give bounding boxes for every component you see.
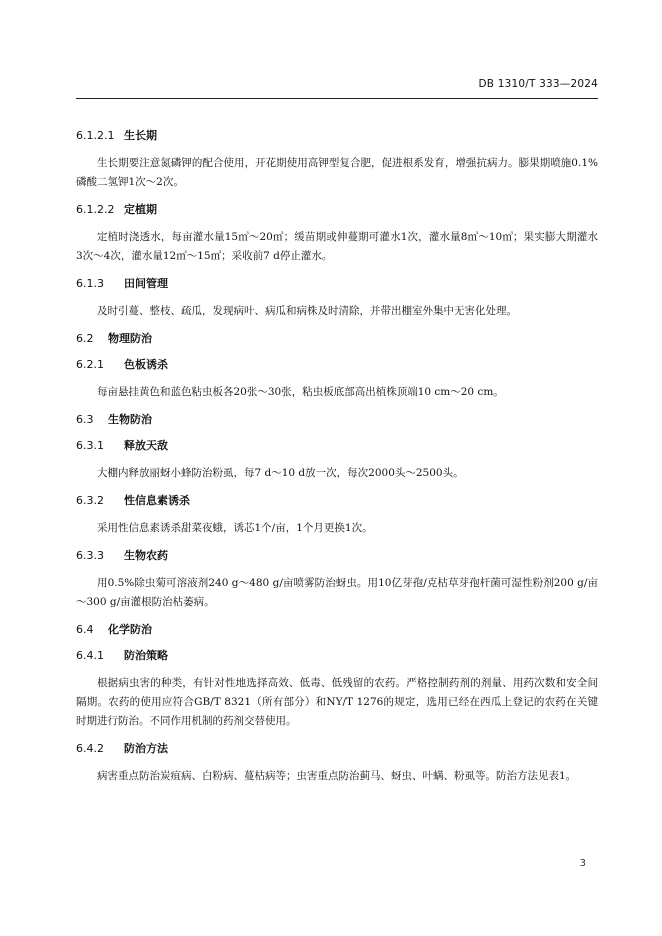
heading-6-4-2: 6.4.2 防治方法 xyxy=(76,742,168,755)
para-field-management: 及时引蔓、整枝、疏瓜，发现病叶、病瓜和病株及时清除，并带出棚室外集中无害化处理。 xyxy=(97,305,517,317)
heading-6-3: 6.3 生物防治 xyxy=(76,413,152,426)
heading-6-1-2-1: 6.1.2.1 生长期 xyxy=(76,129,157,142)
heading-6-3-1: 6.3.1 释放天敌 xyxy=(76,439,168,452)
heading-6-2: 6.2 物理防治 xyxy=(76,332,152,345)
heading-6-1-2-2: 6.1.2.2 定植期 xyxy=(76,203,157,216)
heading-6-4: 6.4 化学防治 xyxy=(76,623,152,636)
document-id: DB 1310/T 333—2024 xyxy=(478,78,598,90)
document-body xyxy=(76,128,598,796)
para-control-strategy: 根据病虫害的种类，有针对性地选择高效、低毒、低残留的农药。严格控制药剂的剂量、用药次数和安全间隔期。农药的使用应符合GB/T 8321（所有部分）和NY/T 1276的规定，选用已经在西瓜上登记的农药在关键时期进行防治。不同作用机制的药剂交替使用。 xyxy=(76,677,598,727)
para-natural-enemies: 大棚内释放丽蚜小蜂防治粉虱，每7 d～10 d放一次，每次2000头～2500头。 xyxy=(97,467,464,479)
para-color-board: 每亩悬挂黄色和蓝色粘虫板各20张～30张，粘虫板底部高出植株顶端10 cm～20 cm。 xyxy=(97,386,504,398)
para-control-methods: 病害重点防治炭疽病、白粉病、蔓枯病等；虫害重点防治蓟马、蚜虫、叶螨、粉虱等。防治方法见表1。 xyxy=(97,770,577,782)
para-planting-period: 定植时浇透水，每亩灌水量15㎥～20㎥；缓苗期或伸蔓期可灌水1次，灌水量8㎥～10㎥；果实膨大期灌水3次～4次，灌水量12㎥～15㎥；采收前7 d停止灌水。 xyxy=(76,231,598,262)
para-pheromone: 采用性信息素诱杀甜菜夜蛾，诱芯1个/亩，1个月更换1次。 xyxy=(97,522,373,534)
heading-6-3-2: 6.3.2 性信息素诱杀 xyxy=(76,494,190,507)
header-divider xyxy=(76,98,598,99)
para-growth-period: 生长期要注意氮磷钾的配合使用，开花期使用高钾型复合肥，促进根系发育，增强抗病力。膨果期喷施0.1%磷酸二氢钾1次～2次。 xyxy=(76,157,598,188)
heading-6-4-1: 6.4.1 防治策略 xyxy=(76,649,168,662)
para-bio-pesticide: 用0.5%除虫菊可溶液剂240 g～480 g/亩喷雾防治蚜虫。用10亿芽孢/克枯草芽孢杆菌可湿性粉剂200 g/亩～300 g/亩灌根防治枯萎病。 xyxy=(76,577,598,608)
page-number: 3 xyxy=(579,858,586,869)
heading-6-3-3: 6.3.3 生物农药 xyxy=(76,549,168,562)
heading-6-2-1: 6.2.1 色板诱杀 xyxy=(76,358,168,371)
heading-6-1-3: 6.1.3 田间管理 xyxy=(76,277,168,290)
